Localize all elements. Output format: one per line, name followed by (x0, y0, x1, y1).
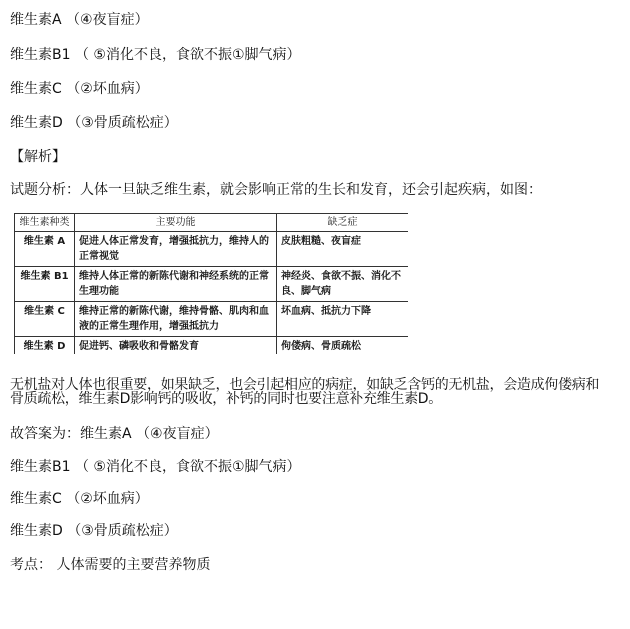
cell-function: 促进钙、磷吸收和骨骼发育 (75, 337, 277, 355)
cell-deficiency: 坏血病、抵抗力下降 (277, 302, 409, 337)
analysis-intro: 试题分析：人体一旦缺乏维生素，就会影响正常的生长和发育，还会引起疾病，如图： (10, 182, 542, 198)
header-vitamin-type: 维生素种类 (15, 214, 75, 232)
answer-vitamin-c: 维生素C （②坏血病） (10, 81, 149, 97)
cell-function: 维持人体正常的新陈代谢和神经系统的正常生理功能 (75, 267, 277, 302)
final-answer-vitamin-d: 维生素D （③骨质疏松症） (10, 523, 178, 539)
analysis-heading: 【解析】 (10, 149, 66, 165)
header-deficiency: 缺乏症 (277, 214, 409, 232)
cell-function: 维持正常的新陈代谢，维持骨骼、肌肉和血液的正常生理作用，增强抵抗力 (75, 302, 277, 337)
vitamin-table (14, 213, 408, 354)
cell-vitamin-name: 维生素 C (15, 302, 75, 337)
answer-vitamin-a: 维生素A （④夜盲症） (10, 12, 149, 28)
final-answer-vitamin-a: 故答案为：维生素A （④夜盲症） (10, 426, 219, 442)
final-answer-vitamin-b1: 维生素B1 （ ⑤消化不良，食欲不振①脚气病） (10, 459, 301, 475)
cell-deficiency: 皮肤粗糙、夜盲症 (277, 232, 409, 267)
cell-deficiency: 神经炎、食欲不振、消化不良、脚气病 (277, 267, 409, 302)
paragraph-line: 无机盐对人体也很重要，如果缺乏，也会引起相应的病症，如缺乏含钙的无机盐，会造成佝偻病和 (10, 377, 600, 393)
cell-vitamin-name: 维生素 A (15, 232, 75, 267)
table-row (15, 232, 409, 267)
cell-vitamin-name: 维生素 B1 (15, 267, 75, 302)
table-row (15, 267, 409, 302)
cell-deficiency: 佝偻病、骨质疏松 (277, 337, 409, 355)
final-answer-vitamin-c: 维生素C （②坏血病） (10, 491, 149, 507)
answer-vitamin-b1: 维生素B1 （ ⑤消化不良，食欲不振①脚气病） (10, 47, 301, 63)
table-header-row (15, 214, 409, 232)
header-main-function: 主要功能 (75, 214, 277, 232)
table-row (15, 302, 409, 337)
knowledge-point: 考点： 人体需要的主要营养物质 (10, 557, 211, 573)
explanation-paragraph (10, 378, 620, 406)
table-row (15, 337, 409, 355)
answer-vitamin-d: 维生素D （③骨质疏松症） (10, 115, 178, 131)
vitamin-table-image (14, 213, 408, 354)
cell-function: 促进人体正常发育，增强抵抗力，维持人的正常视觉 (75, 232, 277, 267)
cell-vitamin-name: 维生素 D (15, 337, 75, 355)
paragraph-line: 骨质疏松，维生素D影响钙的吸收，补钙的同时也要注意补充维生素D。 (10, 391, 442, 407)
